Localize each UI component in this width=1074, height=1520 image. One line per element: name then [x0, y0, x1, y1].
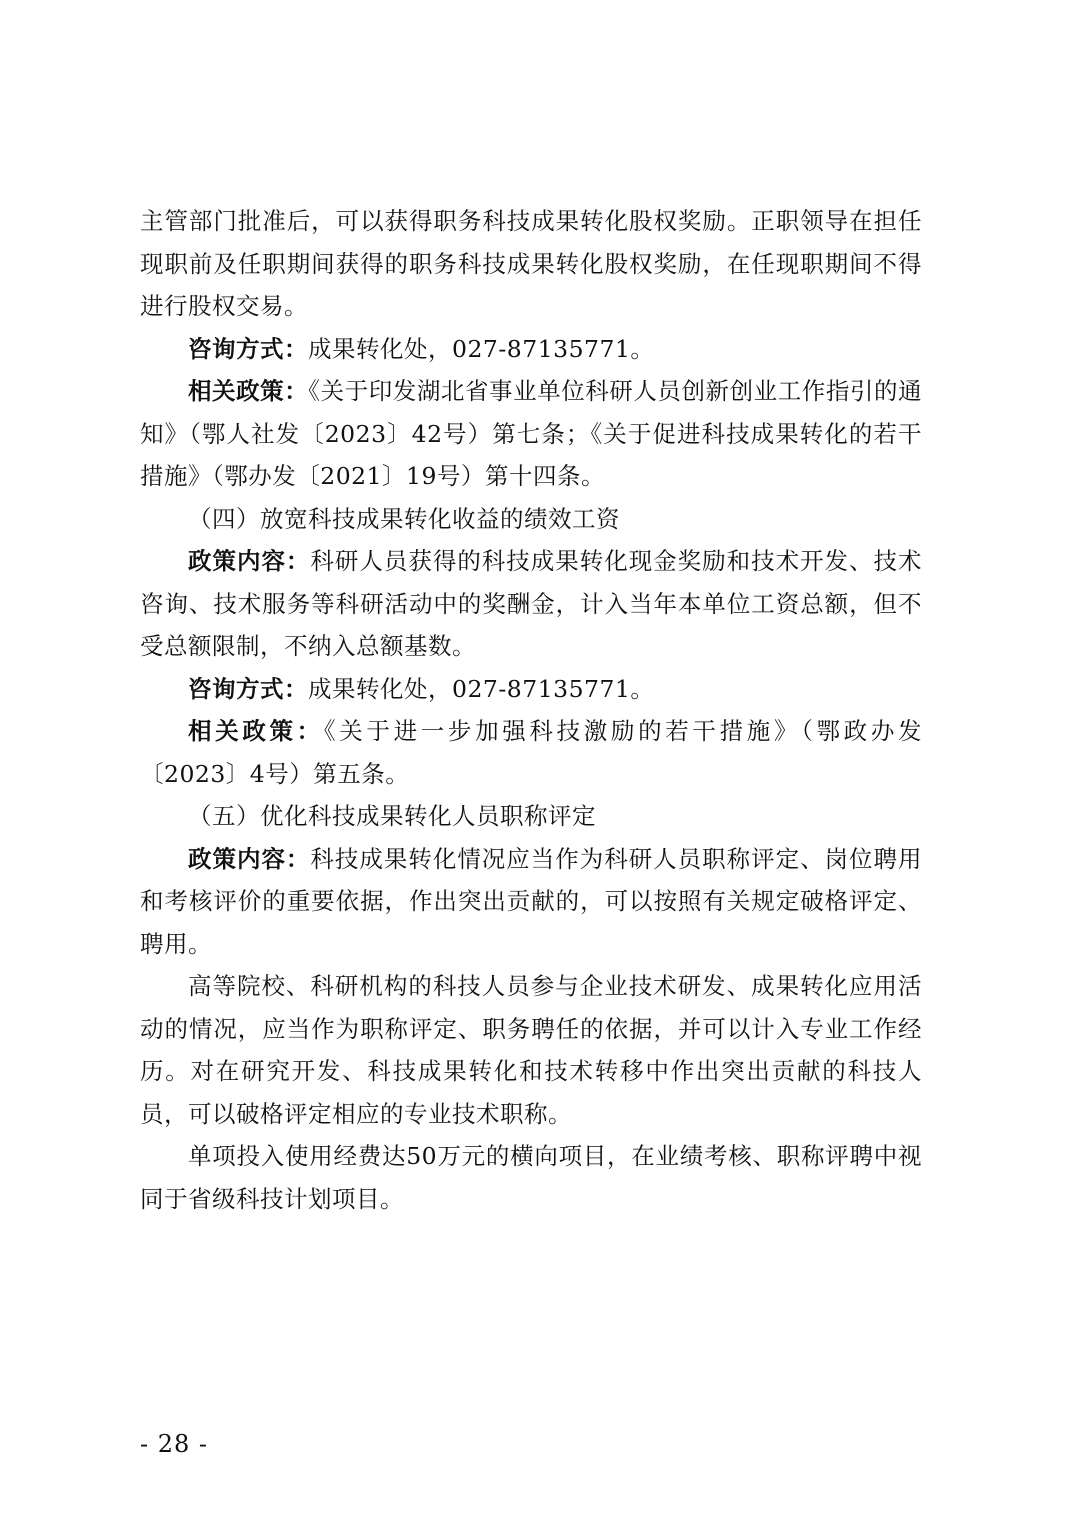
related-policy-paragraph	[140, 370, 922, 498]
section-heading-text: （五）优化科技成果转化人员职称评定	[188, 802, 596, 830]
related-policy-label: 相关政策：	[188, 717, 324, 745]
policy-content-text: 科研人员获得的科技成果转化现金奖励和技术开发、技术咨询、技术服务等科研活动中的奖酬金，计入当年本单位工资总额，但不受总额限制，不纳入总额基数。	[140, 547, 923, 660]
consultation-text: 成果转化处，027-87135771。	[308, 334, 655, 363]
body-paragraph	[140, 965, 922, 1135]
related-policy-paragraph	[140, 710, 922, 795]
policy-content-label: 政策内容：	[188, 844, 311, 873]
related-policy-text: 《关于进一步加强科技激励的若干措施》（鄂政办发〔2023〕4号）第五条。	[140, 717, 923, 788]
consultation-text: 成果转化处，027-87135771。	[308, 674, 655, 703]
page-number: - 28 -	[140, 1430, 209, 1458]
policy-content-paragraph	[140, 540, 922, 668]
section-heading-text: （四）放宽科技成果转化收益的绩效工资	[188, 504, 620, 533]
document-body	[140, 200, 922, 1220]
policy-content-paragraph	[140, 838, 922, 966]
consultation-label: 咨询方式：	[188, 674, 308, 703]
related-policy-label: 相关政策：	[188, 377, 309, 405]
consultation-paragraph	[140, 328, 922, 371]
paragraph-text: 单项投入使用经费达50万元的横向项目，在业绩考核、职称评聘中视同于省级科技计划项目。	[140, 1142, 922, 1213]
policy-content-text: 科技成果转化情况应当作为科研人员职称评定、岗位聘用和考核评价的重要依据，作出突出贡献的，可以按照有关规定破格评定、聘用。	[140, 844, 923, 958]
section-heading	[140, 498, 922, 541]
paragraph-text: 高等院校、科研机构的科技人员参与企业技术研发、成果转化应用活动的情况，应当作为职称评定、职务聘任的依据，并可以计入专业工作经历。对在研究开发、科技成果转化和技术转移中作出突出贡献的科技人员，可以破格评定相应的专业技术职称。	[140, 972, 922, 1128]
paragraph-text: 主管部门批准后，可以获得职务科技成果转化股权奖励。正职领导在担任现职前及任职期间获得的职务科技成果转化股权奖励，在任现职期间不得进行股权交易。	[140, 207, 922, 320]
consultation-paragraph	[140, 668, 922, 711]
body-paragraph	[140, 1135, 922, 1220]
policy-content-label: 政策内容：	[188, 547, 311, 575]
related-policy-text: 《关于印发湖北省事业单位科研人员创新创业工作指引的通知》（鄂人社发〔2023〕42号）第七条；《关于促进科技成果转化的若干措施》（鄂办发〔2021〕19号）第十四条。	[140, 377, 923, 490]
consultation-label: 咨询方式：	[188, 334, 308, 363]
paragraph-continuation	[140, 200, 922, 328]
section-heading	[140, 795, 922, 838]
